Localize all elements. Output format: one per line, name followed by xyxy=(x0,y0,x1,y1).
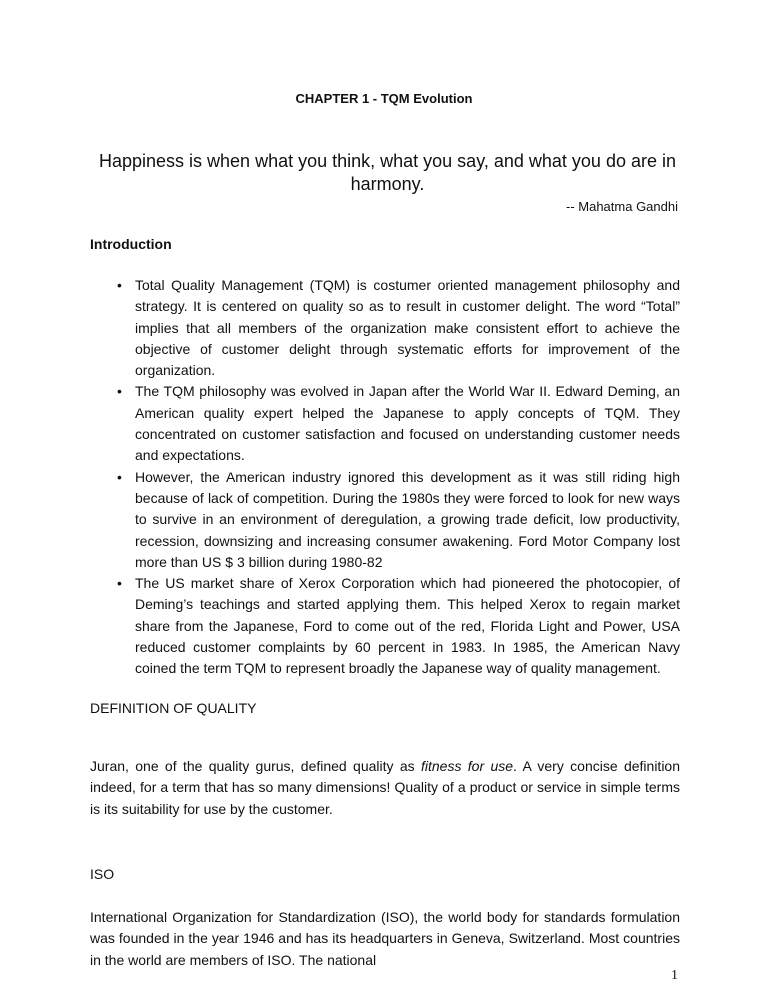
quote-attribution: -- Mahatma Gandhi xyxy=(566,199,678,214)
bullet-icon: • xyxy=(117,277,122,293)
section-heading-quality: DEFINITION OF QUALITY xyxy=(90,700,257,716)
section-heading-introduction: Introduction xyxy=(90,236,172,252)
bullet-icon: • xyxy=(117,575,122,592)
list-item: • However, the American industry ignored this development as it was still riding high because of lack of competition. During the 1980s they were forced to look for new ways to survive in an environment of deregulation, a growing trade deficit, low productivity, recession, downsizing and increasing consumer awakening. Ford Motor Company lost more than US $ 3 billion during 1980-82 xyxy=(117,468,680,570)
section-heading-iso: ISO xyxy=(90,866,115,882)
list-item: • The TQM philosophy was evolved in Japan after the World War II. Edward Deming, an American quality expert helped the Japanese to apply concepts of TQM. They concentrated on customer satisfaction and focused on understanding customer needs and expectations. xyxy=(117,383,680,464)
list-item: • Total Quality Management (TQM) is costumer oriented management philosophy and strategy. It is centered on quality so as to result in customer delight. The word “Total” implies that all members of the organization make consistent effort to achieve the objective of customer delight through systematic efforts for improvement of the organization. xyxy=(117,277,680,379)
iso-paragraph: International Organization for Standardization (ISO), the world body for standards formulation was founded in the year 1946 and has its headquarters in Geneva, Switzerland. Most countries in the world are members of ISO. The national xyxy=(90,909,680,968)
bullet-icon: • xyxy=(117,383,122,400)
chapter-title: CHAPTER 1 - TQM Evolution xyxy=(295,91,473,106)
quality-paragraph: Juran, one of the quality gurus, defined quality as fitness for use. A very concise definition indeed, for a term that has so many dimensions! Quality of a product or service in simple terms is its suitability for use by the customer. xyxy=(90,758,681,817)
list-item: • The US market share of Xerox Corporation which had pioneered the photocopier, of Deming’s teachings and started applying them. This helped Xerox to regain market share from the Japanese, Ford to come out of the red, Florida Light and Power, USA reduced customer complaints by 60 percent in 1983. In 1985, the American Navy coined the term TQM to represent broadly the Japanese way of quality management. xyxy=(117,575,680,677)
page-number: 1 xyxy=(671,968,678,983)
introduction-bullet-list xyxy=(90,275,680,680)
bullet-icon: • xyxy=(117,468,122,485)
epigraph-quote: Happiness is when what you think, what you say, and what you do are in harmony. xyxy=(98,151,676,194)
